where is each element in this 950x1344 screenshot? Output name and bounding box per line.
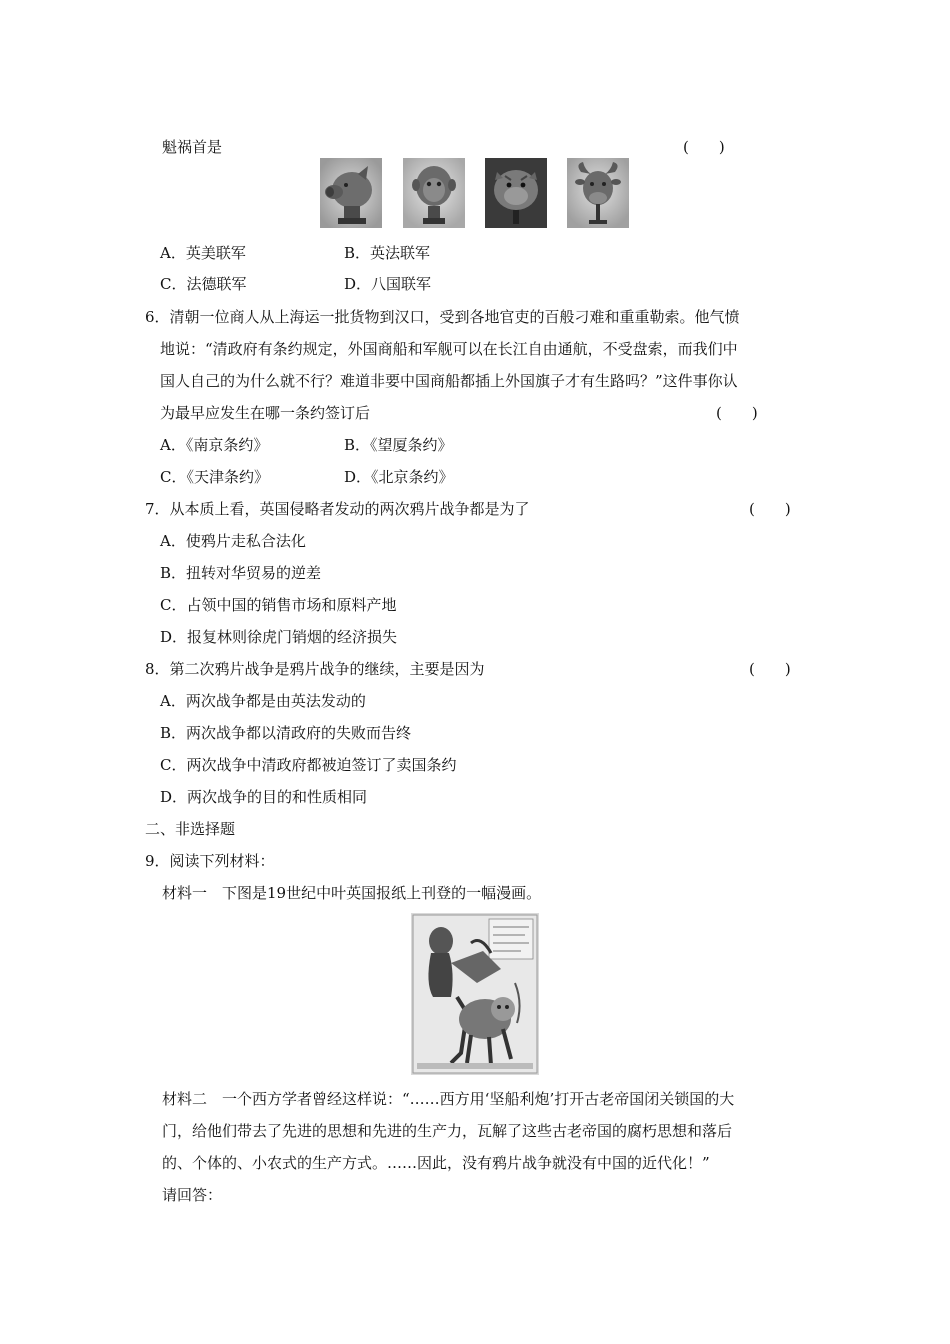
- q5-stem-tail: 魁祸首是: [162, 138, 223, 156]
- q6-stem-line-3: 国人自己的为什么就不行？难道非要中国商船都插上外国旗子才有生路吗？”这件事你认: [160, 372, 738, 390]
- q5-option-b: B．英法联军: [344, 244, 431, 262]
- q5-answer-paren: ( ): [683, 138, 725, 156]
- q6-option-c: C．《天津条约》: [160, 468, 269, 486]
- q6-answer-paren: ( ): [716, 404, 758, 422]
- q8-option-d: D．两次战争的目的和性质相同: [160, 788, 368, 806]
- q5-option-c: C．法德联军: [160, 275, 247, 293]
- q6-stem-line-2: 地说：“清政府有条约规定，外国商船和军舰可以在长江自由通航，不受盘索，而我们中: [160, 340, 738, 358]
- q6-stem-line-1: 6．清朝一位商人从上海运一批货物到汉口，受到各地官吏的百般刁难和重重勒索。他气愤: [145, 308, 740, 326]
- monkey-head-bronze-image: [403, 158, 465, 228]
- cartoon-image: [411, 913, 539, 1075]
- q8-answer-paren: ( ): [749, 660, 791, 678]
- q7-option-d: D．报复林则徐虎门销烟的经济损失: [160, 628, 398, 646]
- q8-stem: 8．第二次鸦片战争是鸦片战争的继续，主要是因为: [145, 660, 485, 678]
- tiger-head-bronze-image: [485, 158, 547, 228]
- q5-option-a: A．英美联军: [160, 244, 246, 262]
- q8-option-a: A．两次战争都是由英法发动的: [160, 692, 366, 710]
- q6-option-b: B．《望厦条约》: [344, 436, 453, 454]
- q9-material-2-line-3: 的、个体的、小农式的生产方式。……因此，没有鸦片战争就没有中国的近代化！”: [162, 1154, 710, 1172]
- q7-option-c: C．占领中国的销售市场和原料产地: [160, 596, 397, 614]
- ox-head-bronze-image: [567, 158, 629, 228]
- q7-stem: 7．从本质上看，英国侵略者发动的两次鸦片战争都是为了: [145, 500, 530, 518]
- q8-option-c: C．两次战争中清政府都被迫签订了卖国条约: [160, 756, 457, 774]
- q7-answer-paren: ( ): [749, 500, 791, 518]
- q7-option-a: A．使鸦片走私合法化: [160, 532, 306, 550]
- q7-option-b: B．扭转对华贸易的逆差: [160, 564, 322, 582]
- q9-stem: 9．阅读下列材料：: [145, 852, 275, 870]
- pig-head-bronze-image: [320, 158, 382, 228]
- q6-option-a: A．《南京条约》: [160, 436, 269, 454]
- q6-option-d: D．《北京条约》: [344, 468, 454, 486]
- section-heading: 二、非选择题: [145, 820, 236, 838]
- q8-option-b: B．两次战争都以清政府的失败而告终: [160, 724, 412, 742]
- q5-option-d: D．八国联军: [344, 275, 432, 293]
- q6-stem-line-4: 为最早应发生在哪一条约签订后: [160, 404, 371, 422]
- q9-material-1: 材料一 下图是19世纪中叶英国报纸上刊登的一幅漫画。: [162, 884, 542, 902]
- q9-material-2-line-1: 材料二 一个西方学者曾经这样说：“……西方用‘坚船利炮’打开古老帝国闭关锁国的大: [162, 1090, 735, 1108]
- q9-answer-prompt: 请回答：: [162, 1186, 223, 1204]
- q9-material-2-line-2: 门，给他们带去了先进的思想和先进的生产力，瓦解了这些古老帝国的腐朽思想和落后: [162, 1122, 733, 1140]
